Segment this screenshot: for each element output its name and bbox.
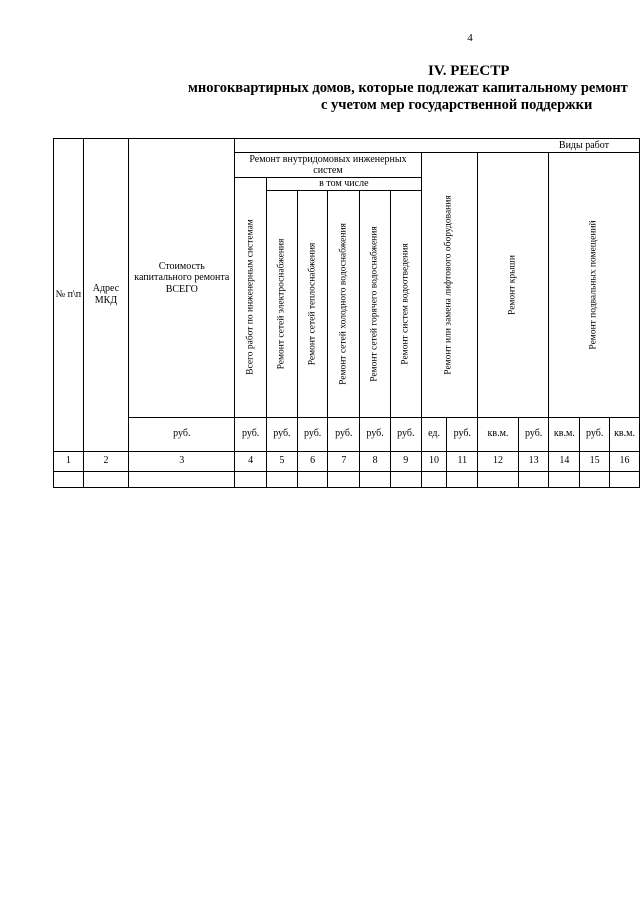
empty-cell [549,471,580,487]
column-number: 4 [235,451,267,471]
column-number: 2 [83,451,129,471]
units-row [54,417,640,451]
empty-cell [421,471,447,487]
column-number: 13 [518,451,549,471]
empty-cell [297,471,328,487]
unit-cell: руб. [129,417,235,451]
column-number: 5 [267,451,298,471]
document-subtitle-line-3: с учетом мер государственной поддержки [321,97,593,113]
unit-cell: кв.м. [610,417,640,451]
column-number: 10 [421,451,447,471]
registry-table [53,138,640,488]
empty-cell [447,471,478,487]
header-cost-total: Стоимость капитального ремонта ВСЕГО [129,139,235,418]
header-address: Адрес МКД [83,139,129,452]
column-number: 16 [610,451,640,471]
empty-cell [328,471,360,487]
page-number: 4 [467,32,473,44]
empty-cell [267,471,298,487]
header-number: № п\п [54,139,84,452]
header-heating: Ремонт сетей теплоснабжения [297,190,328,417]
unit-cell: ед. [421,417,447,451]
unit-cell: руб. [328,417,360,451]
header-engineering-systems: Ремонт внутридомовых инженерных систем [235,153,421,178]
unit-cell: руб. [518,417,549,451]
empty-cell [518,471,549,487]
unit-cell: руб. [580,417,610,451]
column-number-row [54,451,640,471]
empty-cell [390,471,421,487]
empty-cell [580,471,610,487]
unit-cell: руб. [267,417,298,451]
header-drainage: Ремонт систем водоотведения [390,190,421,417]
column-number: 3 [129,451,235,471]
column-number: 6 [297,451,328,471]
empty-cell [610,471,640,487]
column-number: 15 [580,451,610,471]
unit-cell: руб. [447,417,478,451]
document-title: IV. РЕЕСТР [428,63,510,79]
unit-cell: руб. [297,417,328,451]
empty-data-row [54,471,640,487]
column-number: 7 [328,451,360,471]
header-types-of-works: Виды работ [235,139,640,153]
unit-cell: руб. [360,417,391,451]
unit-cell: кв.м. [549,417,580,451]
column-number: 8 [360,451,391,471]
column-number: 1 [54,451,84,471]
empty-cell [235,471,267,487]
header-cold-water: Ремонт сетей холодного водоснабжения [328,190,360,417]
unit-cell: руб. [235,417,267,451]
empty-cell [129,471,235,487]
document-subtitle: многоквартирных домов, которые подлежат капитальному ремонт [188,80,628,96]
unit-cell: кв.м. [478,417,519,451]
empty-cell [478,471,519,487]
header-basement: Ремонт подвальных помещений [549,153,640,418]
column-number: 12 [478,451,519,471]
empty-cell [83,471,129,487]
header-roof: Ремонт крыши [478,153,549,418]
header-electric: Ремонт сетей электроснабжения [267,190,298,417]
column-number: 14 [549,451,580,471]
unit-cell: руб. [390,417,421,451]
header-hot-water: Ремонт сетей горячего водоснабжения [360,190,391,417]
header-elevator: Ремонт или замена лифтового оборудования [421,153,477,418]
header-total-engineering: Всего работ по инженерным системам [235,178,267,418]
column-number: 9 [390,451,421,471]
column-number: 11 [447,451,478,471]
empty-cell [360,471,391,487]
empty-cell [54,471,84,487]
header-including: в том числе [267,178,422,191]
